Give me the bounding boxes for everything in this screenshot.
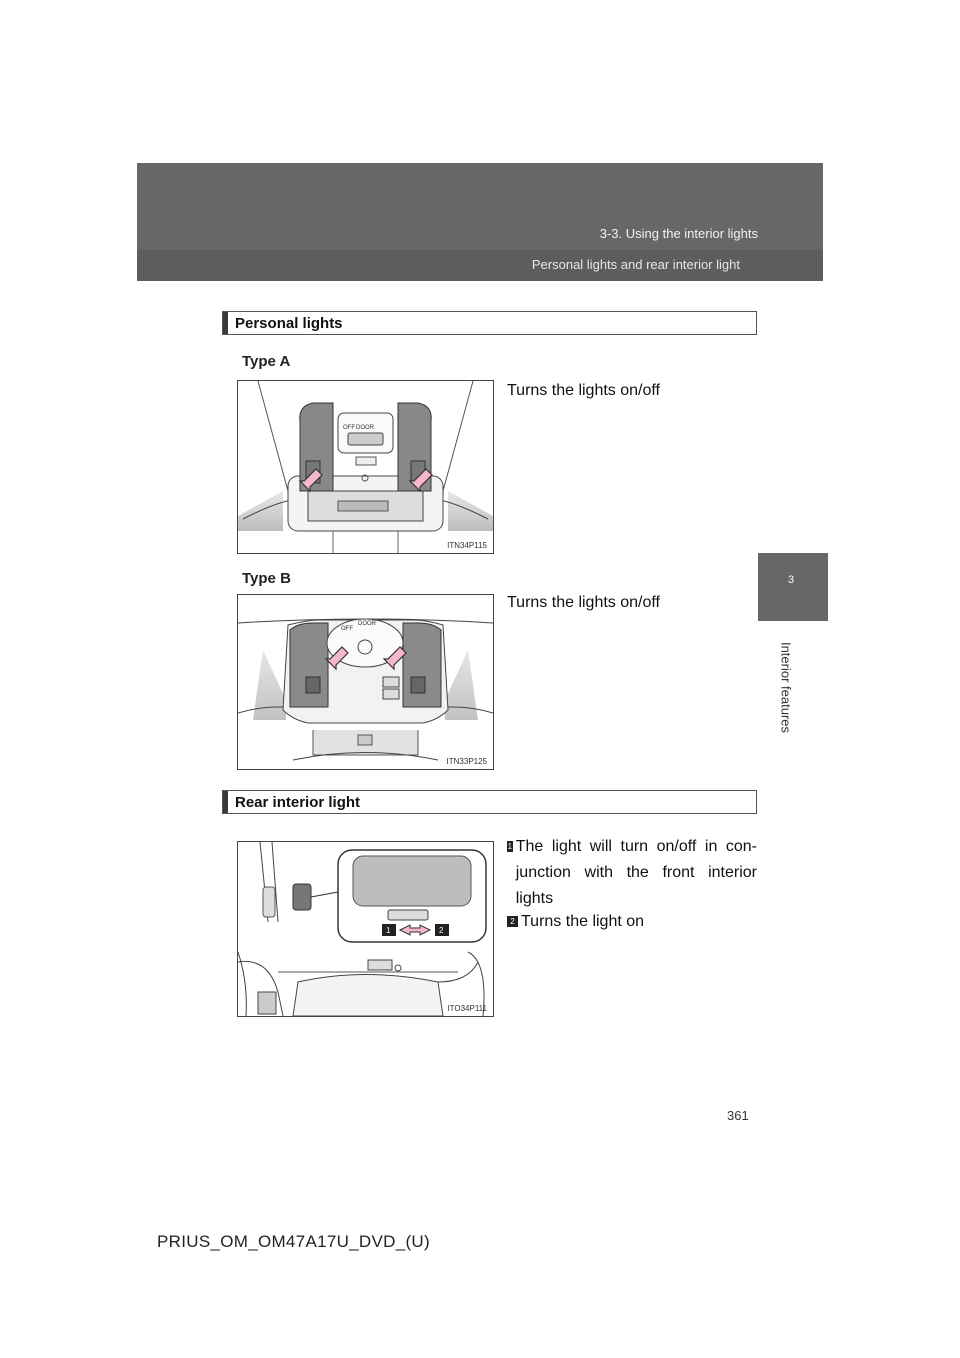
switch-label-door-b: DOOR	[358, 621, 376, 627]
figure-code: ITN33P125	[446, 757, 487, 766]
chapter-label: Interior features	[778, 641, 794, 734]
type-a-description: Turns the lights on/off	[507, 382, 660, 399]
switch-label-door: DOOR	[356, 425, 374, 431]
switch-label-off-b: OFF	[341, 626, 353, 632]
rear-item-1	[507, 834, 757, 912]
item-number-2: 2	[507, 916, 518, 927]
rear-item-2-text: Turns the light on	[521, 913, 645, 930]
figure-code: ITO34P111	[447, 1004, 487, 1013]
type-a-figure	[237, 380, 494, 554]
page-number: 361	[727, 1108, 749, 1123]
item-number-1: 1	[507, 842, 513, 851]
document-code: PRIUS_OM_OM47A17U_DVD_(U)	[157, 1232, 430, 1251]
personal-lights-heading: Personal lights	[222, 311, 757, 335]
section-title: 3-3. Using the interior lights	[599, 226, 758, 241]
rear-light-figure	[237, 841, 494, 1017]
type-a-label: Type A	[242, 353, 291, 370]
switch-label-off: OFF	[343, 425, 355, 431]
chapter-tab[interactable]	[758, 553, 828, 621]
type-b-figure	[237, 594, 494, 770]
figure-code: ITN34P115	[447, 541, 487, 550]
rear-item-2	[507, 909, 757, 935]
rear-fig-num-2: 2	[439, 926, 444, 935]
rear-fig-num-1: 1	[386, 926, 391, 935]
subsection-title: Personal lights and rear interior light	[531, 257, 740, 272]
rear-item-1-text: The light will turn on/off in con-junction with the front interior lights	[515, 838, 757, 907]
type-b-description: Turns the lights on/off	[507, 594, 660, 611]
type-b-label: Type B	[242, 570, 291, 587]
chapter-number: 3	[788, 574, 795, 586]
rear-light-heading: Rear interior light	[222, 790, 757, 814]
